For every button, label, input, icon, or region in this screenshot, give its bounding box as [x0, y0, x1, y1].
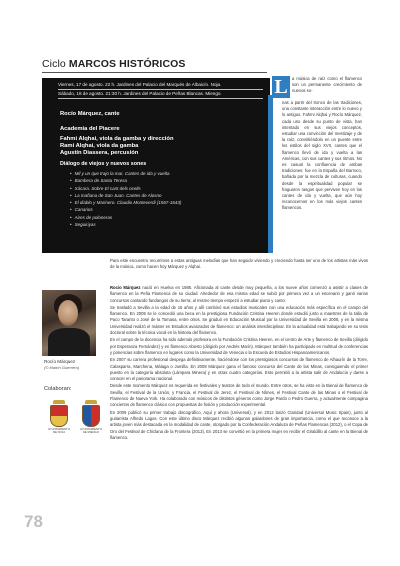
section-title	[42, 58, 186, 70]
biography	[110, 285, 368, 442]
shield-icon	[50, 405, 68, 427]
program-item: • Mil y un que trajo la mar. Cantes de ida y vuelta	[70, 170, 260, 177]
title-rule	[42, 72, 267, 73]
program-item: • Bambera de Santa Teresa	[70, 177, 260, 184]
page-number: 78	[24, 512, 43, 531]
bio-paragraph-5: Desde este momento Márquez es requerida en festivales y teatros de todo el mundo. Entre otros, se ha visto en la Bienal de flamenco de Sevilla, el Festival de la Unión, y Francia, el Festival de Jerez, el Festival de Nîmes, el Festival Cante de las Minas o el Festival de Flamenco de Nueva York. Ha colaborado con músicos de distintos géneros como Jorge Pardo o Pedro Guerra, y actualmente compagina conciertos de flamenco clásico con propuestas de fusión y producción experimental.	[110, 383, 368, 408]
intro-first: a música de raíz como el flamenco son un permanente crecimiento de nuevos so-	[292, 76, 362, 94]
logo-miengo	[78, 400, 104, 435]
drop-cap: L	[272, 76, 290, 98]
performer-3: Agustín Diassera, percusión	[60, 150, 139, 156]
bio-p1: nació en Huelva en 1985. Aficionada al cante desde muy pequeña, a los nueve años comenzó a asistir a clases de flamenco en la Peña Flamenca de su ciudad. Alrededor de esa misma edad se subió por primera vez a un escenario y ganó varios concursos cantando fandangos de su tierra; al mismo tiempo empezó a estudiar piano y canto.	[110, 285, 368, 303]
colab-label: Colaboran:	[44, 386, 72, 392]
accent-bar	[268, 95, 273, 253]
photo-face	[58, 300, 78, 326]
intro-column: nas a partir del tronco de las tradiciones, una constante interacción entre lo nuevo y lo antiguo. Fahmi Alqhai y Rocío Márquez, cada uno desde su punto de vista, han intentado en sus viejos conceptos, estudiar una convicción del mestizaje y de la raíz, convirtiéndolo en un puente entre los estilos del siglo XVII, cantes que el flamenco llevó de ida y vuelta a las Américas, con sus cantes y sus ritmos. No es casual la confluencia de ambas tradiciones: fue en la España del Barroco, bañada por la mezcla de culturas, cuando desde la espiritualidad popular se fraguaron rasgos que perviven hoy en los cantes de ida y vuelta, que aún hoy reconocemos en los más viejos cantes flamencos.	[282, 100, 362, 211]
program-item: • Aires de poloneras	[70, 214, 260, 221]
bio-paragraph-2: Se trasladó a Sevilla a la edad de 15 años y allí combinó sus estudios musicales con una educación más específica en el campo del flamenco. En 2005 se le concedió una beca en la prestigiosa Fundación Cristina Heeren donde estudió junto a maestros de la talla de Paco Taranto o José de la Tomasa, entre otros. Se graduó en Educación Musical por la Universidad de Sevilla en 2008, y en la misma Universidad realizó el máster en Estudios avanzados de flamenco: un análisis interdisciplinar. En la actualidad está trabajando en su tesis doctoral sobre la técnica vocal en la historia del flamenco.	[110, 304, 368, 336]
intro-tail: Para este encuentro recurrimos a estas antiguas melodías que han seguido viviendo y creciendo hasta ser uno de los artistas más vivos de la música, como hacen hoy Márquez y Alqhai.	[110, 258, 368, 270]
photo-caption	[44, 359, 79, 371]
performer-lead: Rocío Márquez, cante	[60, 111, 120, 117]
section-prefix: Ciclo	[42, 58, 66, 70]
program-title: Diálogo de viejos y nuevos sones	[60, 161, 147, 167]
section-name: MARCOS HISTÓRICOS	[68, 58, 186, 70]
logo-noja	[46, 400, 72, 435]
performer-1: Fahmi Alqhai, viola da gamba y dirección	[60, 136, 174, 142]
program-item: • Seguiriyas	[70, 221, 260, 228]
bio-paragraph-4: En 2007 su carrera profesional despega definitivamente, haciéndose con los prestigiosos concursos de flamenco de Alhaurín de la Torre, Calasparra, Marchena, Málaga o Jumilla. En 2008 Márquez gana el famoso concurso del Cante de las Minas, consiguiendo el primer puesto en la categoría absoluta (Lámpara Minera) y en otras cuatro categorías. Esto permitió a la artista salir de Andalucía y darse a conocer en el panorama nacional.	[110, 357, 368, 382]
program-item: • El diablo y Marinero. Claudio Monteverdi (1567-1643)	[70, 199, 260, 206]
event-date-1: Viernes, 17 de agosto. 22 h. Jardines del Palacio del Marqués de Albaicín. Noja.	[58, 82, 222, 87]
performer-2: Rami Alqhai, viola da gamba	[60, 143, 139, 149]
event-date-2: Sábado, 18 de agosto. 21:30 h. Jardines del Palacio de Peñas Blancas. Miengo.	[58, 91, 222, 96]
crown-icon	[53, 400, 65, 404]
bio-paragraph-1	[110, 285, 368, 304]
crown-icon	[85, 400, 97, 404]
bio-name: Rocío Márquez	[110, 285, 141, 290]
event-rule-2	[58, 98, 263, 99]
ensemble-name: Academia del Piacere	[60, 126, 120, 132]
photo-name: Rocío Márquez	[44, 359, 76, 364]
shield-icon	[82, 405, 100, 427]
program-list	[70, 170, 260, 228]
photo-body	[48, 328, 90, 356]
program-item: • La mañana de San Juan. Cantes de Alosno	[70, 192, 260, 199]
artist-photo	[42, 290, 96, 356]
bio-paragraph-3: En el campo de la docencia ha sido además profesora en la Fundación Cristina Heeren, en el centro de Arte y flamenco de Sevilla (dirigido por Esperanza Fernández) y en flamenco Abierto (dirigido por Andrés Marín). Márquez también ha participado en multitud de conferencias y ponencias sobre flamenco en lugares como la Universidad de Venecia o la Escuela de Estudios Hispanoamericanos.	[110, 337, 368, 355]
bio-paragraph-6: En 2009 publicó su primer trabajo discográfico, Aquí y ahora (Universal), y en 2012 lanzó Claridad (Universal Music Spain), junto al guitarrista Alfredo Lagos. Con este último disco Márquez recibió algunos galardones de gran importancia, como el que reconoce a la artista joven más destacada en la modalidad de cante, otorgado por la Confederación Andaluza de Peñas Flamencas (2012), o el Copa de Oro del Festival de Chiclana de la Frontera (2013). En 2013 se convirtió en la primera mujer en recibir el Giraldillo al cante en la Bienal de flamenco.	[110, 409, 368, 440]
program-item: • Xácara. Sobre El cant dels ocells	[70, 185, 260, 192]
photo-credit: (© Martín Guerrero)	[44, 365, 80, 370]
program-item: • Canarios	[70, 206, 260, 213]
event-rule-1	[58, 89, 263, 90]
logo-noja-text: AYUNTAMIENTO DE NOJA	[48, 427, 70, 435]
logo-miengo-text: AYUNTAMIENTO DE MIENGO	[80, 427, 102, 435]
